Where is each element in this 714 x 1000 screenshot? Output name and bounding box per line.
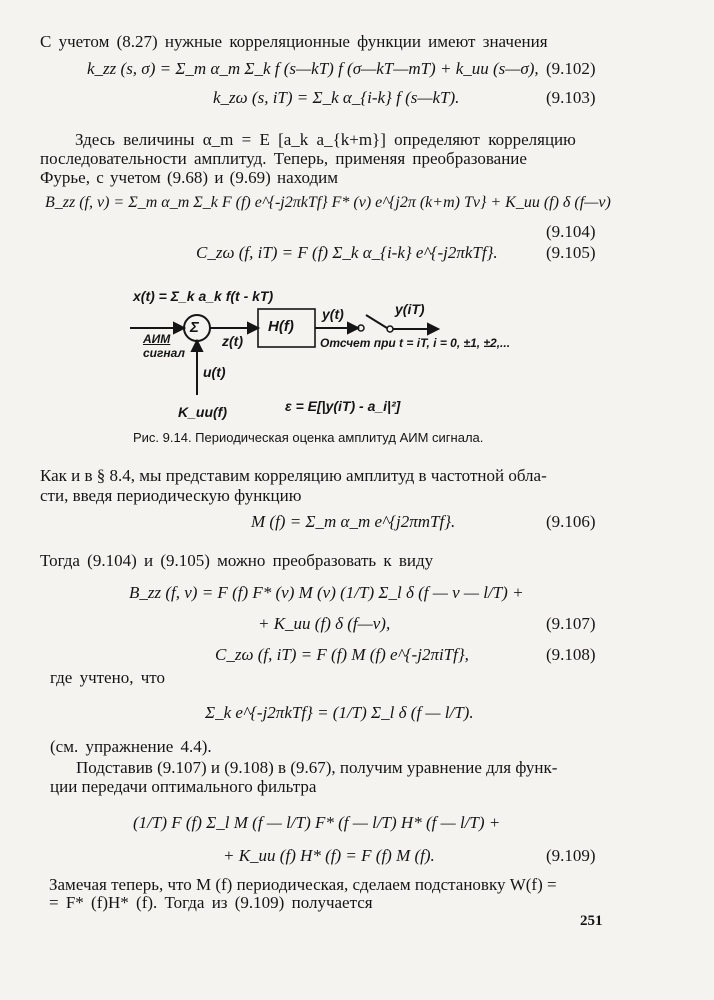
text-line-9: (см. упражнение 4.4). [50,737,212,756]
eq-number-9-105: (9.105) [546,243,596,262]
text-line-3: последовательности амплитуд. Теперь, применяя преобразование [40,149,527,168]
eq-number-9-106: (9.106) [546,512,596,531]
text-line-6: сти, введя периодическую функцию [40,486,302,505]
equation-9-108: C_zω (f, iT) = F (f) M (f) e^{-j2πiTf}, [215,645,469,664]
filter-label: H(f) [268,318,294,335]
noise-label: u(t) [203,364,226,380]
equation-9-103: k_zω (s, iT) = Σ_k α_{i-k} f (s—kT). [213,88,460,107]
equation-sum-identity: Σ_k e^{-j2πkTf} = (1/T) Σ_l δ (f — l/T). [205,703,474,722]
text-line-10: Подставив (9.107) и (9.108) в (9.67), получим уравнение для функ- [76,758,558,777]
sum-symbol: Σ [190,319,199,336]
eq-number-9-109: (9.109) [546,846,596,865]
input-label: x(t) = Σ_k a_k f(t - kT) [133,288,274,304]
text-line-1: С учетом (8.27) нужные корреляционные функции имеют значения [40,32,548,51]
signal-label: сигнал [143,346,185,360]
text-line-2: Здесь величины α_m = E [a_k a_{k+m}] определяют корреляцию [75,130,576,149]
equation-9-107b: + K_uu (f) δ (f—ν), [258,614,391,633]
equation-9-109a: (1/T) F (f) Σ_l M (f — l/T) F* (f — l/T) H* (f — l/T) + [133,813,501,832]
equation-9-109b: + K_uu (f) H* (f) = F (f) M (f). [223,846,435,865]
text-line-4: Фурье, с учетом (9.68) и (9.69) находим [40,168,339,187]
z-label: z(t) [222,333,243,349]
page-number: 251 [580,913,603,929]
text-line-7: Тогда (9.104) и (9.105) можно преобразовать к виду [40,551,434,570]
eq-number-9-104: (9.104) [546,222,596,241]
text-line-8: где учтено, что [50,668,165,687]
text-line-11: ции передачи оптимального фильтра [50,777,317,796]
equation-9-105: C_zω (f, iT) = F (f) Σ_k α_{i-k} e^{-j2πkTf}. [196,243,498,262]
equation-9-107a: B_zz (f, ν) = F (f) F* (ν) M (ν) (1/T) Σ_l δ (f — ν — l/T) + [129,583,524,602]
eq-number-9-107: (9.107) [546,614,596,633]
kuu-label: K_uu(f) [178,404,227,420]
text-line-13: = F* (f)H* (f). Тогда из (9.109) получается [49,893,373,912]
eq-number-9-108: (9.108) [546,645,596,664]
aim-label: АИМ [143,332,171,346]
sample-label: Отсчет при t = iT, i = 0, ±1, ±2,... [320,336,511,350]
error-label: ε = E[|y(iT) - a_i|²] [285,398,401,414]
equation-9-102: k_zz (s, σ) = Σ_m α_m Σ_k f (s—kT) f (σ—kT—mT) + k_uu (s—σ), [87,59,539,78]
text-line-5: Как и в § 8.4, мы представим корреляцию амплитуд в частотной обла- [40,466,547,485]
figure-caption: Рис. 9.14. Периодическая оценка амплитуд АИМ сигнала. [133,430,484,445]
yiT-label: y(iT) [395,301,425,317]
text-line-12: Замечая теперь, что M (f) периодическая, сделаем подстановку W(f) = [49,875,557,894]
y-label: y(t) [322,306,344,322]
eq-number-9-103: (9.103) [546,88,596,107]
equation-9-104: B_zz (f, ν) = Σ_m α_m Σ_k F (f) e^{-j2πkTf} F* (ν) e^{j2π (k+m) Tν} + K_uu (f) δ (f—ν) [45,194,611,211]
eq-number-9-102: (9.102) [546,59,596,78]
equation-9-106: M (f) = Σ_m α_m e^{j2πmTf}. [251,512,456,531]
